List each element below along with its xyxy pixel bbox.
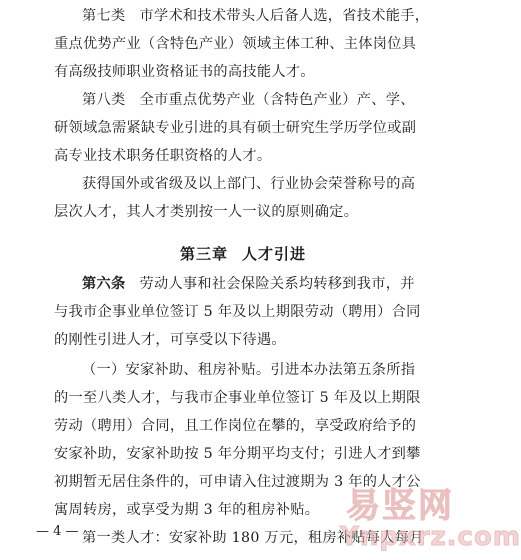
- paragraph-line: 有高级技师职业资格证书的高技能人才。: [54, 64, 315, 80]
- watermark-logo-en: Ynpxrz.com: [340, 522, 521, 552]
- article-label: 第六条: [82, 276, 126, 292]
- section-line: （一）安家补助、租房补贴。引进本办法第五条所指: [82, 362, 416, 378]
- section-line: 安家补助，安家补助按 5 年分期平均支付；引进人才到攀: [54, 446, 421, 462]
- section-line: 的一至八类人才，与我市企事业单位签订 5 年及以上期限: [54, 390, 421, 406]
- category-label: 第八类: [82, 92, 126, 108]
- category-text: 全市重点优势产业（含特色产业）产、学、: [139, 92, 415, 108]
- category-label: 第七类: [82, 8, 126, 24]
- paragraph-line: 研领域急需紧缺专业引进的具有硕士研究生学历学位或副: [54, 120, 417, 136]
- chapter-number: 第三章: [179, 245, 228, 263]
- section-line: 劳动（聘用）合同，且工作岗位在攀的，享受政府给予的: [54, 418, 417, 434]
- paragraph-line: 获得国外或省级及以上部门、行业协会荣誉称号的高: [82, 176, 416, 192]
- article-line: 与我市企事业单位签订 5 年及以上期限劳动（聘用）合同: [54, 304, 421, 320]
- category-text: 市学术和技术带头人后备人选，省技术能手，: [139, 8, 430, 24]
- section-line: 寓周转房，或享受为期 3 年的租房补贴。: [54, 502, 320, 518]
- page-number: — 4 —: [36, 524, 79, 539]
- chapter-title: 人才引进: [242, 245, 307, 263]
- paragraph-line: 高专业技术职务任职资格的人才。: [54, 148, 272, 164]
- watermark-logo-cn: 易竖网: [346, 486, 454, 526]
- paragraph-line: 层次人才，其人才类别按一人一议的原则确定。: [54, 204, 359, 220]
- site-watermark: [340, 478, 521, 558]
- article-text: 劳动人事和社会保险关系均转移到我市，并: [139, 276, 415, 292]
- paragraph-line: 重点优势产业（含特色产业）领域主体工种、主体岗位具: [54, 36, 417, 52]
- paragraph-line: [82, 90, 444, 110]
- section-line: 初期暂无居住条件的，可申请入住过渡期为 3 年的人才公: [54, 474, 421, 490]
- article-line: 的刚性引进人才，可享受以下待遇。: [54, 332, 286, 348]
- article-line: [82, 274, 444, 294]
- category-line: 第一类人才：安家补助 180 万元，租房补贴每人每月: [82, 530, 424, 546]
- chapter-heading: [0, 244, 486, 264]
- paragraph-line: [82, 6, 444, 26]
